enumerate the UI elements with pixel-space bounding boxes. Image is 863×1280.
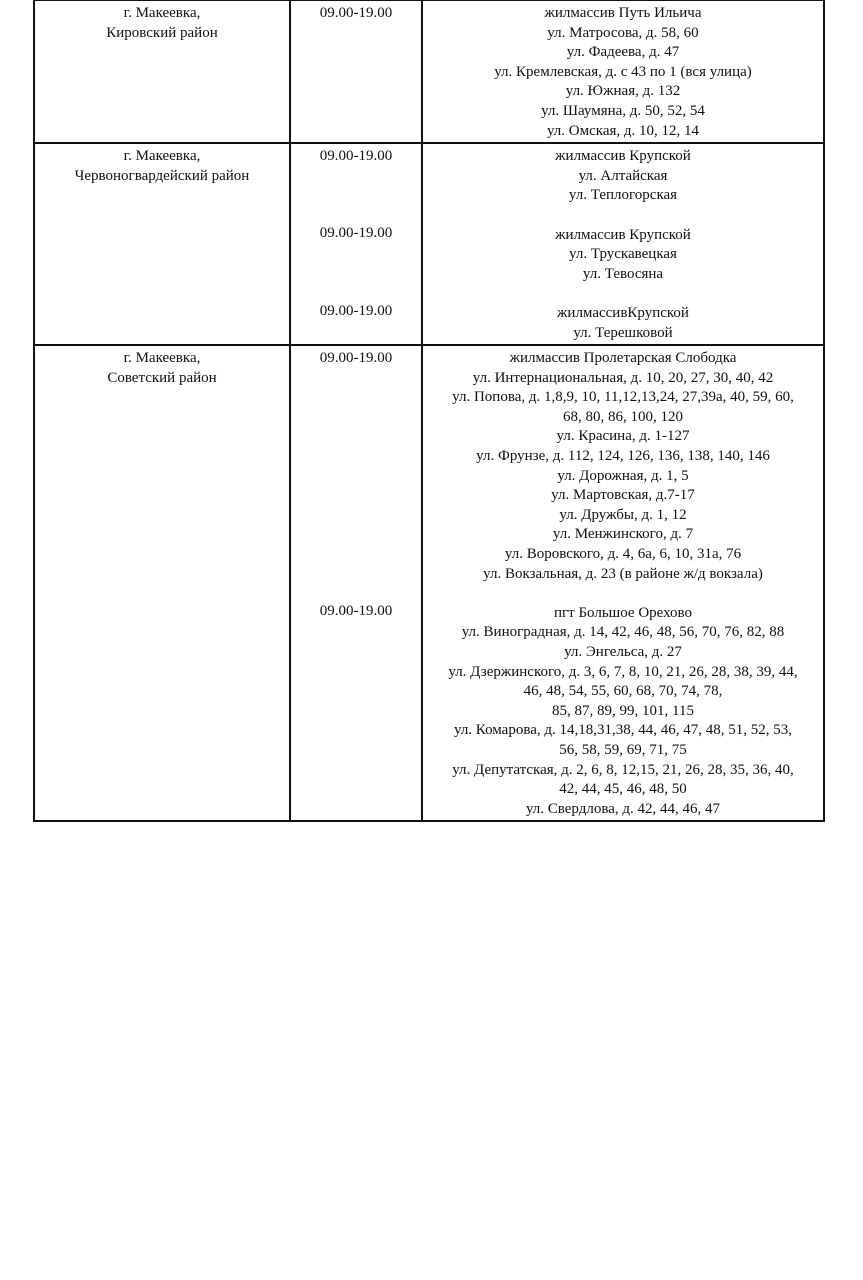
time-range: 09.00-19.00: [319, 5, 393, 21]
address-group: [427, 604, 819, 820]
district-line: Советский район: [107, 369, 217, 386]
address-line: ул. Трускавецкая: [569, 246, 677, 263]
district-line: г. Макеевка,: [123, 5, 201, 21]
address-line: 46, 48, 54, 55, 60, 68, 70, 74, 78,: [523, 683, 723, 700]
address-cell: [422, 143, 824, 345]
address-group: [427, 4, 819, 141]
address-line: ул. Алтайская: [578, 167, 668, 184]
address-line: 85, 87, 89, 99, 101, 115: [552, 702, 694, 719]
time-group: [295, 224, 417, 244]
address-cell: [422, 1, 824, 144]
time-group: [295, 147, 417, 167]
time-range: 09.00-19.00: [319, 302, 393, 319]
address-line: жилмассивКрупской: [557, 304, 689, 321]
time-range: 09.00-19.00: [319, 602, 393, 619]
district-line: г. Макеевка,: [123, 350, 201, 367]
address-line: ул. Вокзальная, д. 23 (в районе ж/д вокзала): [483, 565, 763, 582]
address-line: ул. Матросова, д. 58, 60: [547, 24, 699, 41]
address-group: [427, 226, 819, 285]
address-line: ул. Теплогорская: [568, 187, 678, 204]
district-cell: [34, 345, 290, 821]
address-line: ул. Фрунзе, д. 112, 124, 126, 136, 138, 140, 146: [476, 448, 770, 465]
time-group: [295, 4, 417, 24]
address-line: ул. Свердлова, д. 42, 44, 46, 47: [525, 800, 721, 817]
time-range: 09.00-19.00: [319, 350, 393, 367]
address-line: 56, 58, 59, 69, 71, 75: [559, 741, 687, 758]
address-line: ул. Попова, д. 1,8,9, 10, 11,12,13,24, 27,39а, 40, 59, 60,: [452, 389, 794, 406]
district-line: Кировский район: [106, 24, 218, 41]
address-line: ул. Красина, д. 1-127: [556, 428, 690, 445]
address-line: ул. Дружбы, д. 1, 12: [559, 506, 687, 523]
table-row: [34, 143, 824, 345]
address-group: [427, 304, 819, 343]
address-line: ул. Фадеева, д. 47: [566, 44, 680, 61]
time-cell: [290, 1, 422, 144]
time-group: [295, 349, 417, 369]
address-group: [427, 349, 819, 584]
outage-schedule-table: [33, 0, 825, 822]
address-line: ул. Энгельса, д. 27: [564, 644, 682, 660]
address-line: 42, 44, 45, 46, 48, 50: [559, 781, 687, 798]
address-line: ул. Терешковой: [573, 324, 673, 341]
address-line: ул. Менжинского, д. 7: [552, 526, 694, 543]
address-line: ул. Воровского, д. 4, 6а, 6, 10, 31а, 76: [504, 546, 742, 563]
time-group: [295, 602, 417, 622]
address-line: ул. Омская, д. 10, 12, 14: [546, 122, 700, 139]
table-row: [34, 345, 824, 821]
time-cell: [290, 143, 422, 345]
address-line: 68, 80, 86, 100, 120: [563, 408, 683, 425]
district-cell: [34, 143, 290, 345]
address-line: жилмассив Крупской: [555, 148, 691, 165]
address-group: [427, 147, 819, 206]
district-line: Червоногвардейский район: [74, 167, 250, 184]
address-line: пгт Большое Орехово: [553, 604, 693, 621]
time-range: 09.00-19.00: [319, 148, 393, 165]
address-line: ул. Депутатская, д. 2, 6, 8, 12,15, 21, 26, 28, 35, 36, 40,: [452, 761, 794, 778]
address-line: жилмассив Крупской: [555, 226, 691, 243]
address-line: ул. Дорожная, д. 1, 5: [557, 467, 689, 484]
address-line: ул. Комарова, д. 14,18,31,38, 44, 46, 47, 48, 51, 52, 53,: [453, 722, 793, 739]
table-body: [34, 1, 824, 822]
time-range: 09.00-19.00: [319, 224, 393, 241]
address-line: ул. Виноградная, д. 14, 42, 46, 48, 56, 70, 76, 82, 88: [461, 624, 785, 641]
address-line: ул. Кремлевская, д. с 43 по 1 (вся улица): [494, 63, 752, 80]
address-line: ул. Мартовская, д.7-17: [551, 487, 695, 504]
time-cell: [290, 345, 422, 821]
address-cell: [422, 345, 824, 821]
address-line: ул. Шаумяна, д. 50, 52, 54: [541, 102, 705, 119]
address-line: ул. Тевосяна: [582, 265, 664, 282]
district-cell: [34, 1, 290, 144]
address-line: жилмассив Пролетарская Слободка: [509, 350, 737, 367]
address-line: ул. Южная, д. 132: [565, 83, 681, 100]
table-row: [34, 1, 824, 144]
address-line: ул. Интернациональная, д. 10, 20, 27, 30, 40, 42: [472, 369, 774, 386]
address-line: ул. Дзержинского, д. 3, 6, 7, 8, 10, 21, 26, 28, 38, 39, 44,: [448, 663, 798, 680]
district-line: г. Макеевка,: [123, 148, 201, 165]
time-group: [295, 302, 417, 322]
address-line: жилмассив Путь Ильича: [544, 5, 702, 21]
